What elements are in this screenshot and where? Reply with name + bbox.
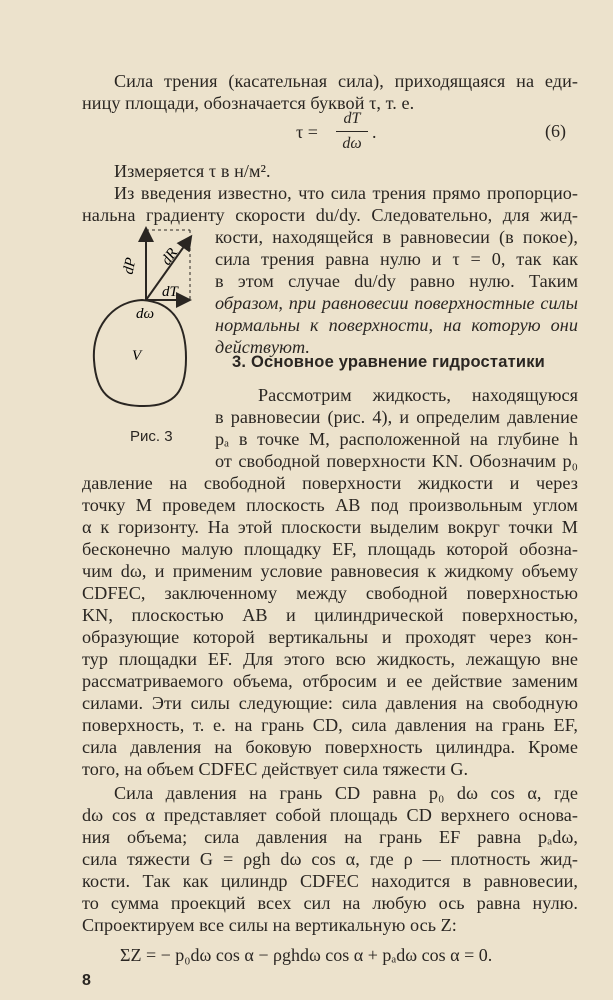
para1-line1: Сила трения (касательная сила), приходящаяся на еди- xyxy=(114,71,578,91)
para5-line7: Спроектируем все силы на вертикальную ось Z: xyxy=(82,915,457,935)
para4-line1: Рассмотрим жидкость, находящуюся xyxy=(258,385,578,405)
para4-line2: в равновесии (рис. 4), и определим давление xyxy=(215,407,578,427)
para4-line12: образующие которой вертикальны и проходят через кон- xyxy=(82,627,578,647)
para4-line10: CDFEC, заключенному между свободной поверхностью xyxy=(82,583,578,603)
formula6-number: (6) xyxy=(545,121,566,141)
label-dR: dR xyxy=(158,245,182,269)
para3-line1: Из введения известно, что сила трения прямо пропорцио- xyxy=(114,183,578,203)
para4-line8: бесконечно малую площадку EF, площадь которой обозна- xyxy=(82,539,578,559)
para1-line2: ницу площади, обозначается буквой τ, т. е. xyxy=(82,93,415,113)
formula6-lhs: τ = xyxy=(296,122,318,142)
para3-line2: нальна градиенту скорости du/dy. Следовательно, для жид- xyxy=(82,205,578,225)
formula6-period: . xyxy=(372,122,377,142)
page-number: 8 xyxy=(82,972,91,989)
para3-line5: в этом случае du/dy равно нулю. Таким xyxy=(215,271,578,291)
section-heading: 3. Основное уравнение гидростатики xyxy=(232,353,546,371)
para5-line2: dω cos α представляет собой площадь CD верхнего основа- xyxy=(82,805,578,825)
para4-line4: от свободной поверхности KN. Обозначим p₀ xyxy=(215,451,578,471)
para4-line14: рассматриваемого объема, отбросим и ее действие заменим xyxy=(82,671,578,691)
formula6-denominator: dω xyxy=(342,135,362,152)
para5-line4: сила тяжести G = ρgh dω cos α, где ρ — плотность жид- xyxy=(82,849,578,869)
para4-line6: точку M проведем плоскость AB под произвольным углом xyxy=(82,495,578,515)
para4-line15: силами. Эти силы следующие: сила давления на свободную xyxy=(82,693,578,713)
para3-line7: нормальны к поверхности, на которую они xyxy=(215,315,578,335)
para4-line18: того, на объем CDFEC действует сила тяжести G. xyxy=(82,759,469,779)
para5-line6: то сумма проекций всех сил на любую ось равна нулю. xyxy=(82,893,578,913)
para4-line5: давление на свободной поверхности жидкости и через xyxy=(82,473,578,493)
figure-3-caption: Рис. 3 xyxy=(130,428,173,445)
para4-line13: тур площадки EF. Для этого всю жидкость, лежащую вне xyxy=(82,649,578,669)
para3-line4: сила трения равна нулю и τ = 0, так как xyxy=(215,249,578,269)
label-dP: dP xyxy=(120,256,140,276)
para3-line8: действуют. xyxy=(215,337,310,357)
label-V: V xyxy=(132,348,142,364)
formula6-numerator: dT xyxy=(343,110,361,127)
label-domega: dω xyxy=(136,306,155,322)
para5-line3: ния объема; сила давления на грань EF равна pₐdω, xyxy=(82,827,578,847)
equation-z: ΣZ = − p₀dω cos α − ρghdω cos α + pₐdω cos α = 0. xyxy=(120,945,493,965)
para4-line9: чим dω, и применим условие равновесия к жидкому объему xyxy=(82,561,578,581)
para3-line6: образом, при равновесии поверхностные силы xyxy=(215,293,578,313)
para4-line16: поверхность, т. е. на грань CD, сила давления на грань EF, xyxy=(82,715,578,735)
para5-line1: Сила давления на грань CD равна p₀ dω cos α, где xyxy=(114,783,578,803)
para4-line17: сила давления на боковую поверхность цилиндра. Кроме xyxy=(82,737,578,757)
para5-line5: кости. Так как цилиндр CDFEC находится в равновесии, xyxy=(82,871,578,891)
para4-line3: pₐ в точке M, расположенной на глубине h xyxy=(215,429,578,449)
para2-line: Измеряется τ в н/м². xyxy=(114,161,271,181)
para4-line7: α к горизонту. На этой плоскости выделим вокруг точки M xyxy=(82,517,578,537)
formula6-fraction xyxy=(336,109,368,154)
para4-line11: KN, плоскостью AB и цилиндрической поверхностью, xyxy=(82,605,578,625)
figure-3-diagram xyxy=(80,210,212,420)
label-dT: dT xyxy=(162,284,178,300)
fraction-bar xyxy=(336,131,368,132)
para3-line3: кости, находящейся в равновесии (в покое), xyxy=(215,227,578,247)
